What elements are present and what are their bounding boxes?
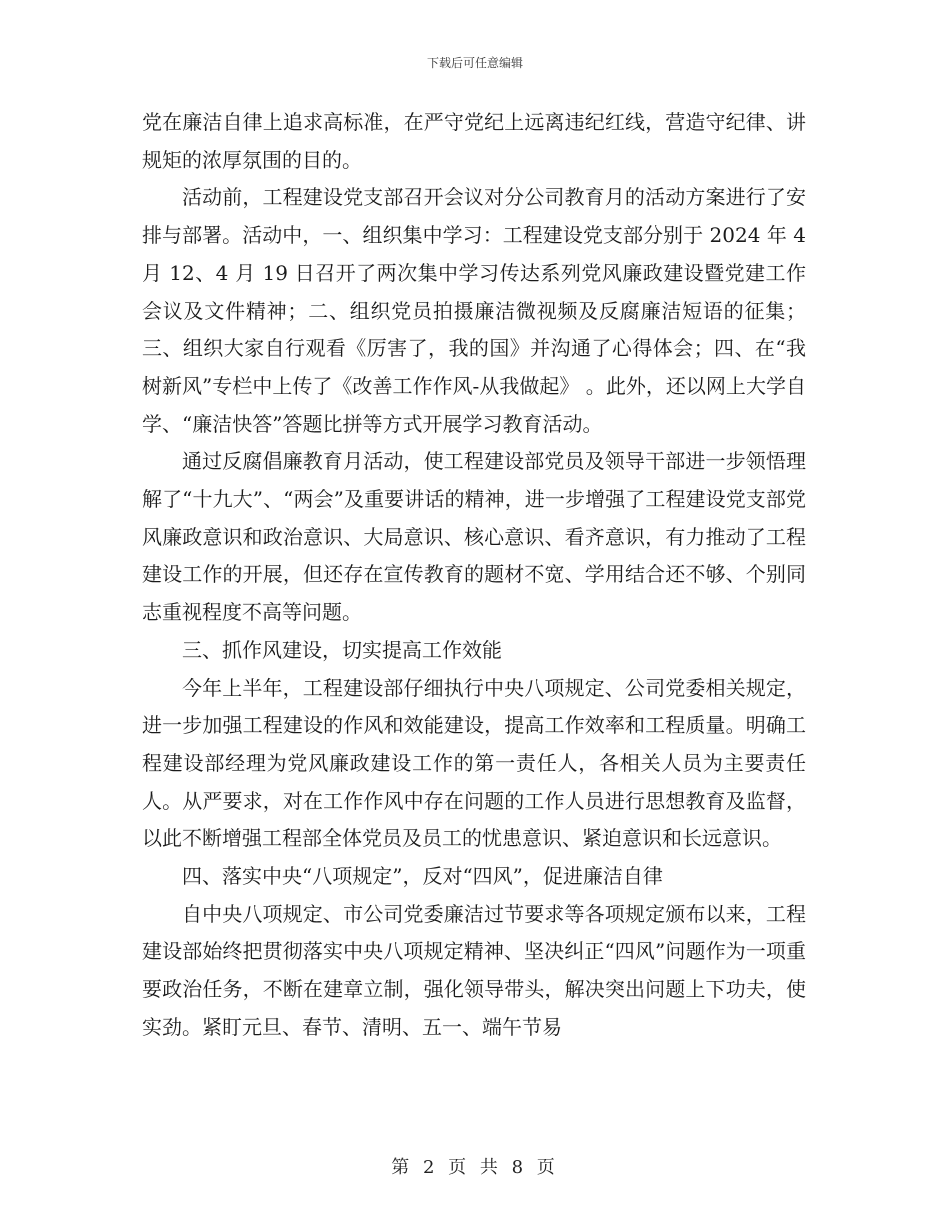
page-number: 第 2 页 共 8 页 bbox=[391, 1157, 559, 1178]
paragraph-activities: 活动前，工程建设党支部召开会议对分公司教育月的活动方案进行了安排与部署。活动中，一、组织集中学习：工程建设党支部分别于 2024 年 4 月 12、4 月 19 日召开了两次集中学习传达系列党风廉政建设暨党建工作会议及文件精神；二、组织党员拍摄廉洁微视频及反腐廉洁短语的征集；三、组织大家自行观看《厉害了，我的国》并沟通了心得体会；四、在“我树新风”专栏中上传了《改善工作作风-从我做起》 。此外，还以网上大学自学、“廉洁快答”答题比拼等方式开展学习教育活动。 bbox=[142, 185, 806, 436]
section-heading-4: 四、落实中央“八项规定”，反对“四风”，促进廉洁自律 bbox=[182, 864, 663, 889]
download-note: 下载后可任意编辑 bbox=[426, 56, 523, 70]
paragraph-work-style: 今年上半年，工程建设部仔细执行中央八项规定、公司党委相关规定，进一步加强工程建设的作风和效能建设，提高工作效率和工程质量。明确工程建设部经理为党风廉政建设工作的第一责任人，各相关人员为主要责任人。从严要求，对在工作作风中存在问题的工作人员进行思想教育及监督，以此不断增强工程部全体党员及员工的忧患意识、紧迫意识和长远意识。 bbox=[142, 675, 806, 851]
paragraph-continuation: 党在廉洁自律上追求高标准，在严守党纪上远离违纪红线，营造守纪律、讲规矩的浓厚氛围的目的。 bbox=[142, 110, 806, 172]
document-body bbox=[142, 104, 806, 1047]
paragraph-results: 通过反腐倡廉教育月活动，使工程建设部党员及领导干部进一步领悟理解了“十九大”、“两会”及重要讲话的精神，进一步增强了工程建设党支部党风廉政意识和政治意识、大局意识、核心意识、看齐意识，有力推动了工程建设工作的开展，但还存在宣传教育的题材不宽、学用结合还不够、个别同志重视程度不高等问题。 bbox=[142, 449, 806, 625]
paragraph-eight-rules: 自中央八项规定、市公司党委廉洁过节要求等各项规定颁布以来，工程建设部始终把贯彻落实中央八项规定精神、坚决纠正“四风”问题作为一项重要政治任务，不断在建章立制，强化领导带头，解决突出问题上下功夫，使实劲。紧盯元旦、春节、清明、五一、端午节易 bbox=[142, 901, 806, 1039]
section-heading-3: 三、抓作风建设，切实提高工作效能 bbox=[182, 637, 502, 662]
